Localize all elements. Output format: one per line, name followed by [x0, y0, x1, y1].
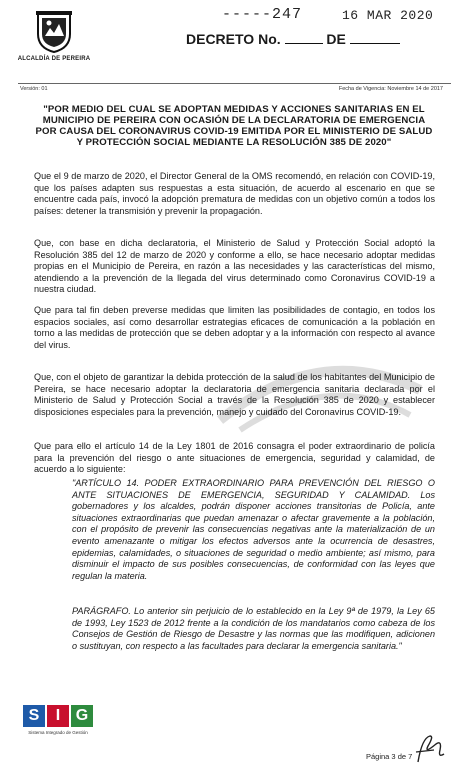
decree-title: "POR MEDIO DEL CUAL SE ADOPTAN MEDIDAS Y ACCIONES SANITARIAS EN EL MUNICIPIO DE PEREIRA CON OCASIÓN DE LA DECLARATORIA DE EMERGENCIA POR CAUSA DEL CORONAVIRUS COVID-19 EMITIDA POR EL MINISTERIO DE SALUD Y PROTECCIÓN SOCIAL MEDIANTE LA RESOLUCIÓN 385 DE 2020": [35, 104, 433, 148]
decree-de-label: DE: [326, 31, 346, 47]
version-label: Versión: 01: [20, 86, 48, 92]
handwritten-initials-icon: [412, 732, 448, 766]
decree-heading: [186, 31, 400, 47]
decree-number-stamp: -----247: [222, 6, 303, 23]
sig-letter-i: I: [47, 705, 69, 727]
decree-number-blank: [285, 31, 323, 44]
sig-letter-s: S: [23, 705, 45, 727]
coat-of-arms-icon: [34, 10, 74, 54]
header-divider: [18, 83, 451, 84]
decree-date-stamp: 16 MAR 2020: [342, 8, 434, 23]
page-number: Página 3 de 7: [366, 752, 413, 761]
paragraph-medidas: Que para tal fin deben preverse medidas que limiten las posibilidades de contagio, en todos los espacios sociales, así como desarrollar estrategias eficaces de comunicación a la población en torno a las medidas de protección que se deben adoptar y a la información con respecto al avance del virus.: [34, 305, 435, 350]
sig-letter-g: G: [71, 705, 93, 727]
paragraph-oms: Que el 9 de marzo de 2020, el Director General de la OMS recomendó, en relación con COVID-19, que los países adapten sus respuestas a esta situación, de acuerdo al escenario en que se encuentre cada país, invocó la adopción prematura de medidas con un objetivo común a todos los países: detener la transmisión y prevenir la propagación.: [34, 171, 435, 216]
paragraph-resolucion: Que, con base en dicha declaratoria, el Ministerio de Salud y Protección Social adoptó la Resolución 385 del 12 de marzo de 2020 y conforme a ello, se hace necesario adoptar medidas propias en el Municipio de Pereira, en razón a las necesidades y las características del mismo, atendiendo a la prevención de la llegada del virus determinado como Coronavirus COVID-19 a nuestra ciudad.: [34, 238, 435, 295]
decree-label: DECRETO No.: [186, 31, 281, 47]
quote-articulo-14: "ARTÍCULO 14. PODER EXTRAORDINARIO PARA PREVENCIÓN DEL RIESGO O ANTE SITUACIONES DE EMERGENCIA, SEGURIDAD Y CALAMIDAD. Los gobernadores y los alcaldes, podrán disponer acciones transitorias de Policía, ante situaciones extraordinarias que puedan amenazar o afectar gravemente a la población, con el propósito de prevenir las consecuencias negativas ante la materialización de un evento amenazante o mitigar los efectos adversos ante la ocurrencia de desastres, epidemias, calamidades, o situaciones de seguridad o medio ambiente; así mismo, para disminuir el impacto de sus posibles consecuencias, de conformidad con las leyes que regulan la materia.: [72, 478, 435, 581]
sig-logo: [18, 705, 98, 735]
vigencia-label: Fecha de Vigencia: Noviembre 14 de 2017: [338, 86, 443, 92]
paragraph-articulo-14: Que para ello el artículo 14 de la Ley 1801 de 2016 consagra el poder extraordinario de policía para la prevención del riesgo o ante situaciones de emergencia, seguridad y calamidad, de acuerdo a lo siguiente:: [34, 441, 435, 475]
quote-paragrafo: PARÁGRAFO. Lo anterior sin perjuicio de lo establecido en la Ley 9ª de 1979, la Ley 65 de 1993, Ley 1523 de 2012 frente a la condición de los mandatarios como cabeza de los Consejos de Gestión de Riesgo de Desastre y las normas que las modifiquen, adicionen o sustituyan, con respecto a las facultades para declarar la emergencia sanitaria.": [72, 606, 435, 651]
decree-date-blank: [350, 31, 400, 44]
logo-caption: ALCALDÍA DE PEREIRA: [17, 56, 91, 62]
paragraph-proteccion: Que, con el objeto de garantizar la debida protección de la salud de los habitantes del Municipio de Pereira, se hace necesario adoptar la declaratoria de emergencia sanitaria declarada por el Ministerio de Salud y Protección Social a través de la Resolución 385 de 2020 y establecer disposiciones especiales para la prevención, manejo y cuidado del Coronavirus COVID-19.: [34, 372, 435, 417]
sig-caption: Sistema Integrado de Gestión: [28, 730, 88, 735]
alcaldia-logo: [14, 10, 94, 62]
